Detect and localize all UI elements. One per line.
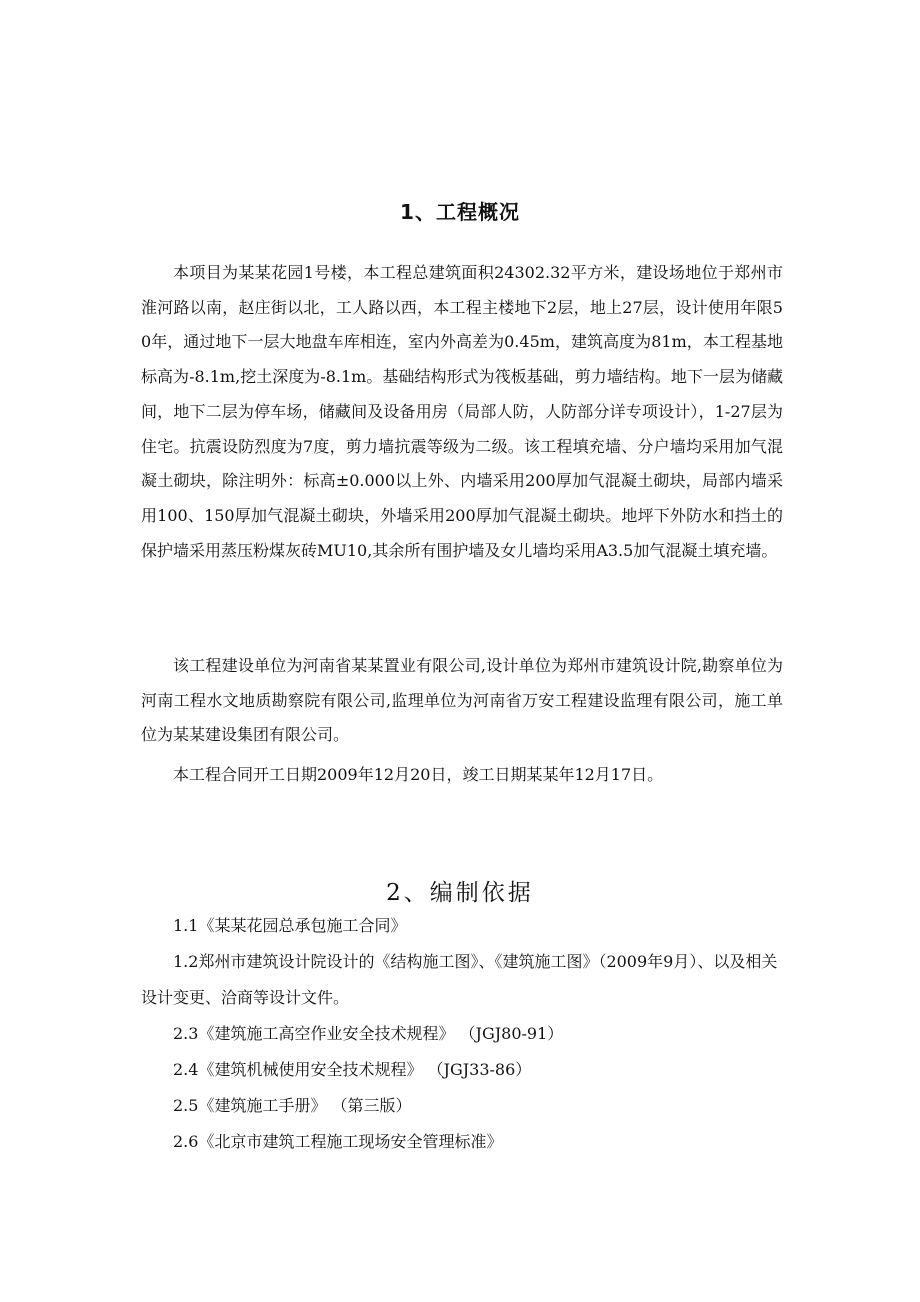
project-dates-paragraph: 本工程合同开工日期2009年12月20日，竣工日期某某年12月17日。: [173, 765, 664, 784]
project-units-paragraph: 该工程建设单位为河南省某某置业有限公司,设计单位为郑州市建筑设计院,勘察单位为河南工程水文地质勘察院有限公司,监理单位为河南省万安工程建设监理有限公司，施工单位为某某建设集团有限公司。: [141, 656, 783, 745]
list-item: 2.3《建筑施工高空作业安全技术规程》 （JGJ80-91）: [173, 1024, 564, 1043]
list-item: 1.2郑州市建筑设计院设计的《结构施工图》、《建筑施工图》（2009年9月）、以及相关设计变更、洽商等设计文件。: [141, 952, 778, 1007]
section-1-title: 1、工程概况: [400, 200, 520, 224]
list-item: 2.6《北京市建筑工程施工现场安全管理标准》: [173, 1132, 503, 1151]
project-overview-paragraph: 本项目为某某花园1号楼，本工程总建筑面积24302.32平方米，建设场地位于郑州市淮河路以南，赵庄街以北，工人路以西，本工程主楼地下2层，地上27层，设计使用年限50年，通过地下一层大地盘车库相连，室内外高差为0.45m，建筑高度为81m，本工程基地标高为-8.1m,挖土深度为-8.1m。基础结构形式为筏板基础，剪力墙结构。地下一层为储藏间，地下二层为停车场，储藏间及设备用房（局部人防，人防部分详专项设计），1-27层为住宅。抗震设防烈度为7度，剪力墙抗震等级为二级。该工程填充墙、分户墙均采用加气混凝土砌块，除注明外：标高±0.000以上外、内墙采用200厚加气混凝土砌块，局部内墙采用100、150厚加气混凝土砌块，外墙采用200厚加气混凝土砌块。地坪下外防水和挡土的保护墙采用蒸压粉煤灰砖MU10,其余所有围护墙及女儿墙均采用A3.5加气混凝土填充墙。: [141, 263, 783, 560]
list-item: 1.1《某某花园总承包施工合同》: [173, 916, 407, 935]
section-2-title: 2、编制依据: [386, 880, 534, 906]
list-item: 2.5《建筑施工手册》 （第三版）: [173, 1096, 412, 1115]
list-item: 2.4《建筑机械使用安全技术规程》 （JGJ33-86）: [173, 1060, 532, 1079]
basis-list: [141, 908, 783, 1160]
